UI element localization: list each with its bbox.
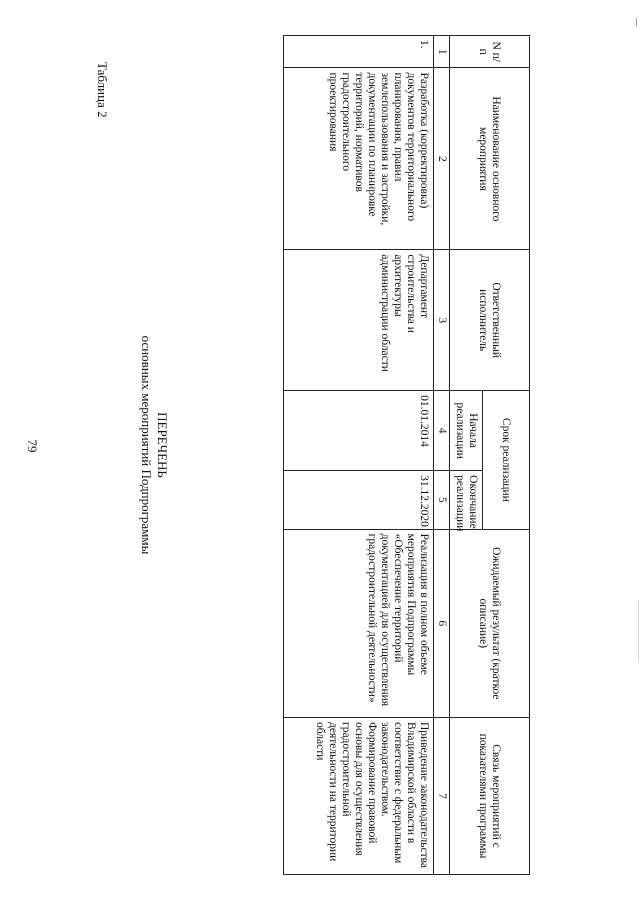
document-title — [138, 230, 170, 660]
column-number: 6 — [434, 529, 450, 717]
header-end: Окончание реализации — [450, 471, 483, 529]
row-executor: Департамент строительства и архитектуры администрации области — [284, 250, 434, 391]
measures-table — [283, 35, 530, 875]
column-number-row — [434, 36, 450, 875]
column-number: 7 — [434, 717, 450, 874]
column-number: 3 — [434, 250, 450, 391]
table-label: Таблица 2 — [95, 62, 110, 118]
column-number: 5 — [434, 471, 450, 529]
header-result: Ожидаемый результат (краткое описание) — [450, 529, 530, 717]
title-main: ПЕРЕЧЕНЬ — [155, 412, 170, 478]
column-number: 1 — [434, 36, 450, 68]
column-number: 4 — [434, 391, 450, 471]
page-number: 79 — [25, 439, 40, 453]
header-row — [483, 36, 530, 875]
table-row — [284, 36, 434, 875]
header-num: N п/п — [450, 36, 530, 68]
header-link: Связь мероприятий с показателями программы — [450, 717, 530, 874]
row-start: 01.01.2014 — [284, 391, 434, 471]
header-name: Наименование основного мероприятия — [450, 68, 530, 250]
header-period: Срок реализации — [483, 391, 530, 530]
title-subtitle: основных мероприятий Подпрограммы — [139, 335, 154, 555]
row-result: Реализация в полном объеме мероприятия Подпрограммы «Обеспечение территорий документацией для осуществления градостроительной деятельности» — [284, 529, 434, 717]
column-number: 2 — [434, 68, 450, 250]
row-name: Разработка (корректировка) документов территориального планирования, правил землепользования и застройки, документации по планировке территорий, нормативов градостроительного проектирования — [284, 68, 434, 250]
header-executor: Ответственный исполнитель — [450, 250, 530, 391]
row-num: 1. — [284, 36, 434, 68]
row-link: Приведение законодательства Владимирской области в соответствие с федеральным законодательством. Формирование правовой основы для осуществления градостроительной деятельности на территории области — [284, 717, 434, 874]
row-end: 31.12.2020 — [284, 471, 434, 529]
header-start: Начала реализации — [450, 391, 483, 471]
